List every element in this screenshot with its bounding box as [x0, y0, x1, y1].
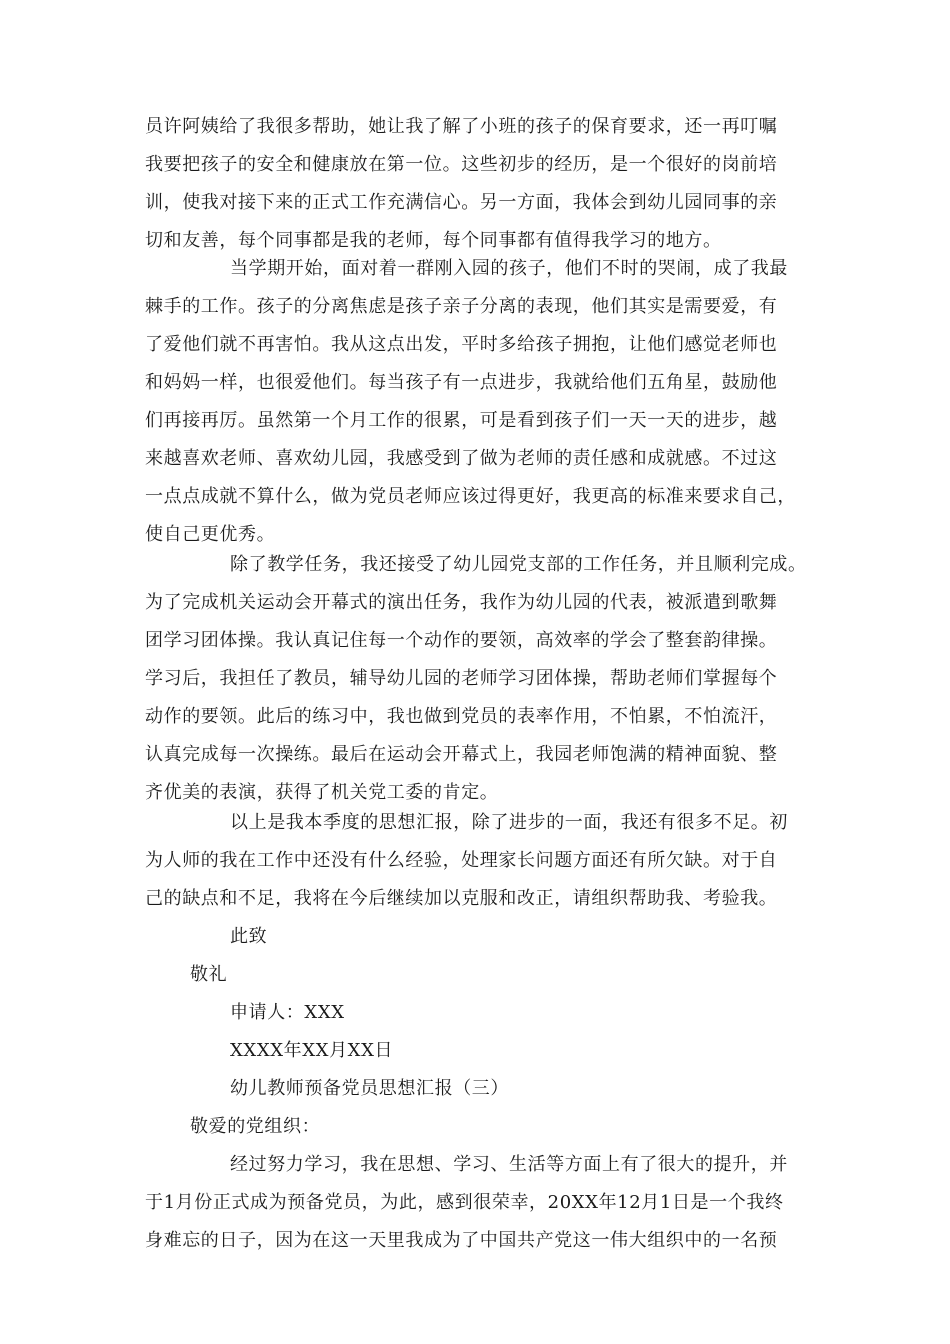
closing-line: 此致 [230, 926, 268, 947]
text-line: 以上是我本季度的思想汇报，除了进步的一面，我还有很多不足。初 [230, 812, 788, 833]
text-line: 和妈妈一样，也很爱他们。每当孩子有一点进步，我就给他们五角星，鼓励他 [145, 372, 778, 393]
text-line: 为人师的我在工作中还没有什么经验，处理家长问题方面还有所欠缺。对于自 [145, 850, 778, 871]
text-line: 切和友善，每个同事都是我的老师，每个同事都有值得我学习的地方。 [145, 230, 722, 251]
greeting-line: 敬爱的党组织： [190, 1116, 321, 1137]
text-line: 当学期开始，面对着一群刚入园的孩子，他们不时的哭闹，成了我最 [230, 258, 788, 279]
text-line: 为了完成机关运动会开幕式的演出任务，我作为幼儿园的代表，被派遣到歌舞 [145, 592, 778, 613]
text-line: 认真完成每一次操练。最后在运动会开幕式上，我园老师饱满的精神面貌、整 [145, 744, 778, 765]
section-title: 幼儿教师预备党员思想汇报（三） [230, 1078, 509, 1099]
text-line: 学习后，我担任了教员，辅导幼儿园的老师学习团体操，帮助老师们掌握每个 [145, 668, 778, 689]
text-line: 除了教学任务，我还接受了幼儿园党支部的工作任务，并且顺利完成。 [230, 554, 807, 575]
text-line: 经过努力学习，我在思想、学习、生活等方面上有了很大的提升，并 [230, 1154, 788, 1175]
text-line: 于1月份正式成为预备党员，为此，感到很荣幸，20XX年12月1日是一个我终 [145, 1192, 784, 1213]
applicant-line: 申请人：XXX [230, 1002, 345, 1023]
text-line: 使自己更优秀。 [145, 524, 276, 545]
text-line: 团学习团体操。我认真记住每一个动作的要领，高效率的学会了整套韵律操。 [145, 630, 778, 651]
text-line: 身难忘的日子，因为在这一天里我成为了中国共产党这一伟大组织中的一名预 [145, 1230, 778, 1251]
text-line: 棘手的工作。孩子的分离焦虑是孩子亲子分离的表现，他们其实是需要爱，有 [145, 296, 778, 317]
text-line: 训，使我对接下来的正式工作充满信心。另一方面，我体会到幼儿园同事的亲 [145, 192, 778, 213]
text-line: 己的缺点和不足，我将在今后继续加以克服和改正，请组织帮助我、考验我。 [145, 888, 778, 909]
text-line: 来越喜欢老师、喜欢幼儿园，我感受到了做为老师的责任感和成就感。不过这 [145, 448, 778, 469]
text-line: 员许阿姨给了我很多帮助，她让我了解了小班的孩子的保育要求，还一再叮嘱 [145, 116, 778, 137]
text-line: 齐优美的表演，获得了机关党工委的肯定。 [145, 782, 499, 803]
date-line: XXXX年XX月XX日 [230, 1040, 394, 1061]
text-line: 了爱他们就不再害怕。我从这点出发，平时多给孩子拥抱，让他们感觉老师也 [145, 334, 778, 355]
text-line: 们再接再厉。虽然第一个月工作的很累，可是看到孩子们一天一天的进步，越 [145, 410, 778, 431]
salutation-line: 敬礼 [190, 964, 228, 985]
text-line: 一点点成就不算什么，做为党员老师应该过得更好，我更高的标准来要求自己， [145, 486, 796, 507]
text-line: 动作的要领。此后的练习中，我也做到党员的表率作用，不怕累，不怕流汗， [145, 706, 778, 727]
text-line: 我要把孩子的安全和健康放在第一位。这些初步的经历，是一个很好的岗前培 [145, 154, 778, 175]
